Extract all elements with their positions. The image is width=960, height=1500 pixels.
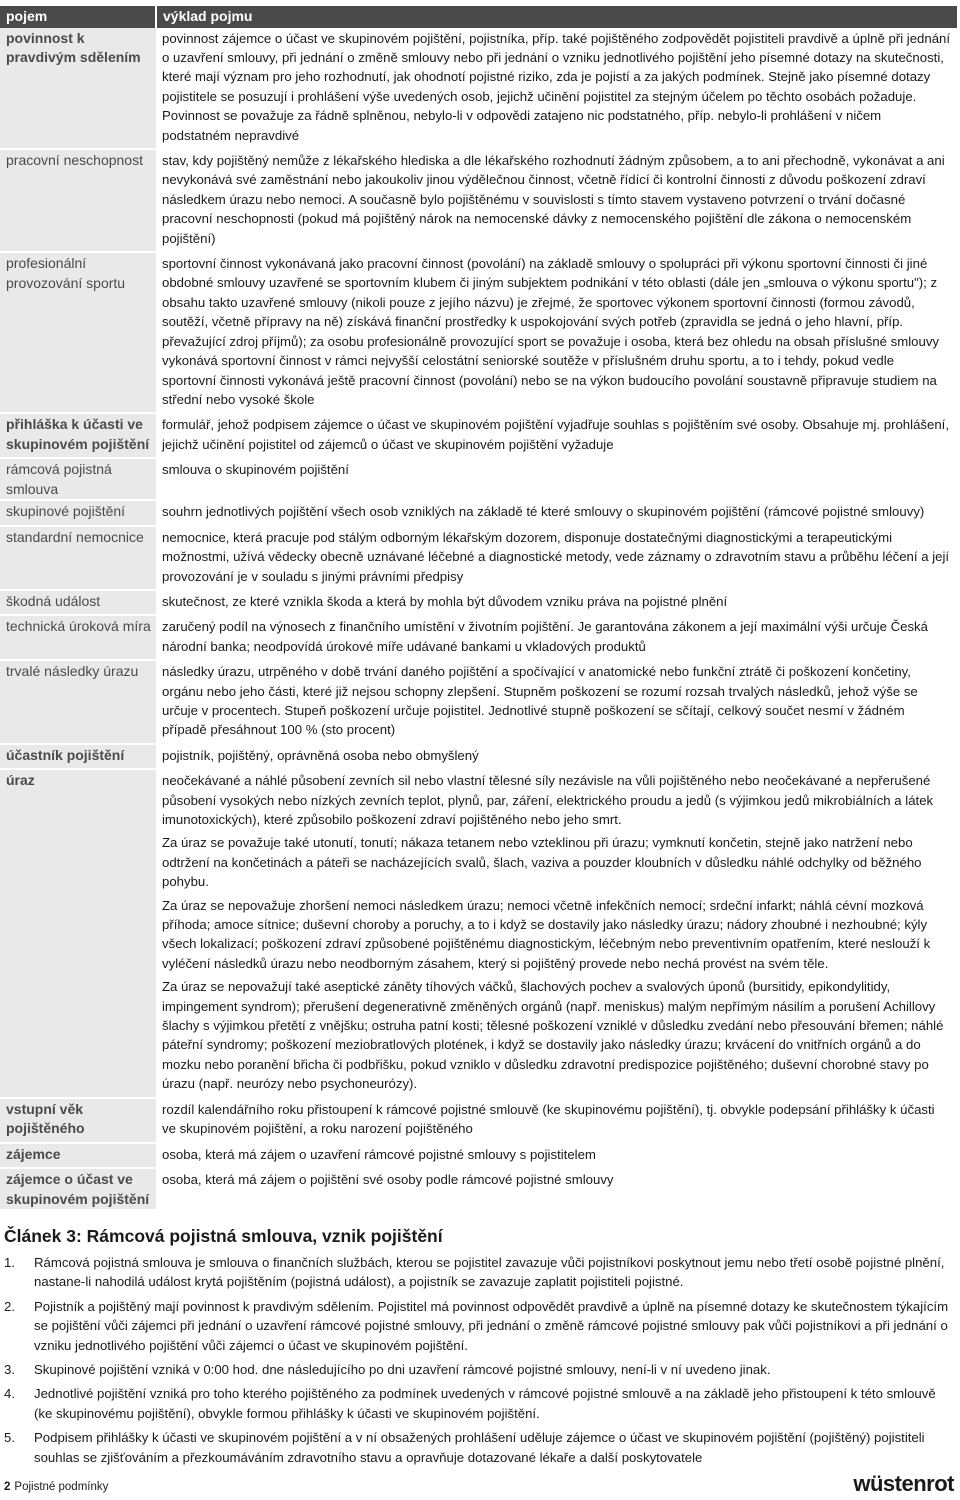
- definition-paragraph: rozdíl kalendářního roku přistoupení k rámcové pojistné smlouvě (ke skupinovému pojištění), tj. obvykle podepsání přihlášky k účasti ve skupinovém pojištění, a roku narození pojištěného: [162, 1101, 935, 1137]
- glossary-term: rámcová pojistná smlouva: [0, 458, 156, 500]
- glossary-row: [0, 458, 957, 500]
- glossary-row: [0, 149, 957, 252]
- definition-paragraph: osoba, která má zájem o uzavření rámcové pojistné smlouvy s pojistitelem: [162, 1146, 596, 1162]
- glossary-term: přihláška k účasti ve skupinovém pojištění: [0, 413, 156, 458]
- definition-paragraph: skutečnost, ze které vznikla škoda a která by mohla být důvodem vzniku práva na pojistné plnění: [162, 593, 728, 609]
- definition-paragraph: povinnost zájemce o účast ve skupinovém pojištění, pojistníka, příp. také pojištěného zodpovědět pojistiteli pravdivě a úplně při jednání o uzavření smlouvy, při jednání o změně smlouvy nebo při jednání o vzniku jednotlivého pojištění jeho písemné dotazy na skutečnosti, které mají význam pro jeho rozhodnutí, jak ohodnotí pojistné riziko, zda je pojistí a za jakých podmínek. Stejně jako písemné dotazy pojistitele se posuzují i prohlášení výše uvedených osob, jejichž učinění pojistitel za stejným účelem po těchto osobách požaduje. Povinnost se považuje za řádně splněnou, nebylo-li v odpovědi zatajeno nic podstatného, příp. nebylo-li prohlášení v ničem podstatném nepravdivé: [162, 30, 951, 143]
- glossary-term: povinnost k pravdivým sdělením: [0, 28, 156, 149]
- glossary-row: [0, 590, 957, 615]
- glossary-body: [0, 28, 957, 1210]
- article-item-number: 5.: [4, 1430, 15, 1446]
- definition-paragraph: sportovní činnost vykonávaná jako pracovní činnost (povolání) na základě smlouvy o spolupráci při výkonu sportovní činnosti či jiné obdobné smlouvy uzavřené se sportovním klubem či jiným subjektem podnikání v této oblasti (dále jen „smlouva o výkonu sportu"); z obsahu takto uzavřené smlouvy (nikoli pouze z jejího názvu) je zřejmé, že sportovec výkonem sportovní činnosti (formou závodů, soutěží, včetně přípravy na ně) získává finanční prostředky k uspokojování svých potřeb (zpravidla se jedná o jeho hlavní, příp. převažující zdroj příjmů); za osobu profesionálně provozující sport se považuje i osoba, která bez ohledu na obsah příslušné smlouvy vykonává sportovní činnost v rámci nejvyšší celostátní seniorské soutěže v příslušném druhu sportu, a to i tehdy, pokud vedle sportovní činnosti vykonává ještě pracovní činnost (povolání) nebo se na výkon budoucího povolání soustavně připravuje studiem na střední nebo vysoké škole: [162, 256, 940, 407]
- page-number: 2: [4, 1481, 11, 1493]
- glossary-row: [0, 615, 957, 660]
- glossary-definition: [156, 590, 957, 615]
- definition-paragraph: neočekávané a náhlé působení zevních sil nebo vlastní tělesné síly nezávisle na vůli pojištěného nebo neočekávané a nepřerušené působení vysokých nebo nízkých zevních teplot, plynů, par, záření, elektrického proudu a jedů (s výjimkou jedů mikrobiálních a látek imunotoxických), které způsobilo poškození zdraví pojištěného nebo jeho smrt.: [162, 773, 934, 827]
- article-item: [4, 1360, 954, 1379]
- article-item-number: 1.: [4, 1255, 15, 1270]
- glossary-term: trvalé následky úrazu: [0, 660, 156, 744]
- article-item: [4, 1428, 954, 1467]
- article-item: [4, 1384, 954, 1423]
- definition-paragraph: zaručený podíl na výnosech z finančního umístění v životním pojištění. Je garantována zákonem a její maximální výši určuje Česká národní banka; neodpovídá úrokové míře udávané bankami u vkladových produktů: [162, 619, 928, 654]
- glossary-row: [0, 1168, 957, 1209]
- glossary-header-row: [0, 6, 957, 28]
- glossary-row: [0, 769, 957, 1098]
- definition-paragraph: smlouva o skupinovém pojištění: [162, 462, 349, 478]
- definition-paragraph: nemocnice, která pracuje pod stálým odborným lékařským dozorem, disponuje dostatečnými diagnostickými a terapeutickými možnostmi, užívá vědecky obecně uznávané léčebné a diagnostické metody, vede záznamy o zdravotním stavu a průběhu léčení a její provozování je v souladu s jinými právními předpisy: [162, 529, 950, 584]
- footer: [4, 1481, 108, 1493]
- glossary-table: [0, 6, 957, 1209]
- definition-paragraph: osoba, která má zájem o pojištění své osoby podle rámcové pojistné smlouvy: [162, 1171, 614, 1187]
- header-definition: výklad pojmu: [156, 6, 957, 28]
- glossary-row: [0, 28, 957, 149]
- glossary-term: skupinové pojištění: [0, 500, 156, 525]
- glossary-definition: [156, 660, 957, 744]
- glossary-definition: [156, 1168, 957, 1209]
- article-3: [4, 1226, 954, 1472]
- glossary-row: [0, 526, 957, 590]
- glossary-term: pracovní neschopnost: [0, 149, 156, 252]
- glossary-term: škodná událost: [0, 590, 156, 615]
- glossary-term: zájemce: [0, 1143, 156, 1168]
- wustenrot-logo: wüstenrot: [853, 1471, 954, 1496]
- document-name: Pojistné podmínky: [14, 1481, 109, 1493]
- article-item-number: 2.: [4, 1298, 15, 1314]
- glossary-term: profesionální provozování sportu: [0, 252, 156, 413]
- glossary-row: [0, 744, 957, 769]
- glossary-row: [0, 500, 957, 525]
- glossary-row: [0, 252, 957, 413]
- article-item-text: Podpisem přihlášky k účasti ve skupinovém pojištění a v ní obsažených prohlášení uděluje zájemce o účast ve skupinovém pojištění (pojištěný) pojistiteli souhlas se zjišťováním a přezkoumáváním zdravotního stavu a opravňuje dotazované lékaře a další poskytovatele: [34, 1430, 925, 1465]
- glossary-definition: [156, 526, 957, 590]
- definition-paragraph: následky úrazu, utrpěného v době trvání daného pojištění a spočívající v anatomické nebo funkční ztrátě či poškození končetiny, orgánu nebo jeho části, které již nejsou schopny zlepšení. Stupněm poškození se rozumí rozsah trvalých následků, jehož výše se určuje v procentech. Stupeň poškození určuje pojistitel. Jednotlivé stupně poškození se sčítají, celkový součet nesmí v žádném případě přesáhnout 100 % (sto procent): [162, 664, 918, 738]
- glossary-definition: [156, 769, 957, 1098]
- article-item: [4, 1297, 954, 1355]
- article-item: [4, 1253, 954, 1292]
- glossary-definition: [156, 1143, 957, 1168]
- article-item-text: Rámcová pojistná smlouva je smlouva o finančních službách, kterou se pojistitel zavazuje vůči pojistníkovi poskytnout jemu nebo třetí osobě pojistné plnění, nastane-li nahodilá událost krytá pojištěním (pojistná událost), a pojistník se zavazuje zaplatit pojistiteli pojistné.: [34, 1255, 945, 1290]
- glossary-term: zájemce o účast ve skupinovém pojištění: [0, 1168, 156, 1209]
- article-title: Článek 3: Rámcová pojistná smlouva, vznik pojištění: [4, 1226, 443, 1246]
- glossary-row: [0, 1143, 957, 1168]
- glossary-term: účastník pojištění: [0, 744, 156, 769]
- glossary-row: [0, 660, 957, 744]
- definition-paragraph: formulář, jehož podpisem zájemce o účast ve skupinovém pojištění vyjadřuje souhlas s pojištěním své osoby. Obsahuje mj. prohlášení, jejichž učinění pojistitel od zájemců o účast ve skupinovém pojištění vyžaduje: [162, 417, 949, 452]
- glossary-definition: [156, 28, 957, 149]
- glossary-term: úraz: [0, 769, 156, 1098]
- glossary-definition: [156, 500, 957, 525]
- definition-paragraph: pojistník, pojištěný, oprávněná osoba nebo obmyšlený: [162, 747, 479, 763]
- article-item-text: Jednotlivé pojištění vzniká pro toho kterého pojištěného za podmínek uvedených v rámcové pojistné smlouvě a na základě jeho přistoupení k této smlouvě (ke skupinovému pojištění), obvykle formou přihlášky k účasti ve skupinovém pojištění.: [34, 1386, 936, 1421]
- glossary-term: technická úroková míra: [0, 615, 156, 660]
- glossary-row: [0, 1098, 957, 1143]
- definition-paragraph: souhrn jednotlivých pojištění všech osob vzniklých na základě té které smlouvy o skupinovém pojištění (rámcové pojistné smlouvy): [162, 504, 925, 520]
- article-item-number: 4.: [4, 1386, 15, 1402]
- glossary-definition: [156, 413, 957, 458]
- glossary-definition: [156, 1098, 957, 1143]
- glossary-row: [0, 413, 957, 458]
- glossary-definition: [156, 252, 957, 413]
- glossary-definition: [156, 615, 957, 660]
- glossary-term: standardní nemocnice: [0, 526, 156, 590]
- article-item-text: Pojistník a pojištěný mají povinnost k pravdivým sdělením. Pojistitel má povinnost odpovědět pravdivě a úplně na písemné dotazy ke skutečnostem týkajícím se pojištění vůči zájemci při jednání o uzavření rámcové pojistné smlouvy, při jednání o změně rámcové pojistné smlouvy pak vůči pojistníkovi a při jednání o vzniku jednotlivého pojištění vůči zájemci o účast ve skupinovém pojištění.: [34, 1298, 949, 1353]
- glossary-term: vstupní věk pojištěného: [0, 1098, 156, 1143]
- article-list: [4, 1253, 954, 1467]
- article-item-text: Skupinové pojištění vzniká v 0:00 hod. dne následujícího po dni uzavření rámcové pojistné smlouvy, není-li v ní uvedeno jinak.: [34, 1362, 771, 1378]
- glossary-definition: [156, 149, 957, 252]
- definition-paragraph: Za úraz se považuje také utonutí, tonutí; nákaza tetanem nebo vzteklinou při úrazu; vymknutí končetin, stejně jako natržení nebo odtržení na končetinách a páteři se nacházejících svalů, šlach, vaziva a pouzder kloubních v důsledku náhlé odchylky od běžného pohybu.: [162, 835, 922, 890]
- definition-paragraph: Za úraz se nepovažuje zhoršení nemoci následkem úrazu; nemoci včetně infekčních nemocí; srdeční infarkt; náhlá cévní mozková příhoda; amoce sítnice; duševní choroby a poruchy, a to i když se dostavily jako následky úrazu; nádory zhoubné i nezhoubné; kýly všech lokalizací; poškození zdraví způsobené pojištěnému diagnostickým, léčebným nebo preventivním opatřením, které neslouží k vyléčení následků úrazu nebo neodborným zásahem, který si pojištěný provede nebo nechá provést na svém těle.: [162, 897, 931, 971]
- definition-paragraph: Za úraz se nepovažují také aseptické záněty tíhových váčků, šlachových pochev a svalových úponů (bursitidy, epikondylitidy, impingement syndrom); přerušení degenerativně změněných orgánů (např. meniskus) malým nepřímým násilím a porušení Achillovy šlachy s výjimkou přetětí z vnějšku; ostruha patní kosti; tělesné poškození vzniklé v důsledku zvedání nebo přesouvání břemen; náhlé páteřní syndromy; poškození meziobratlových plotének, i když se dostavily jako následky úrazu; krvácení do vnitřních orgánů a do mozku nebo poranění břicha či podbřišku, pokud vzniklo v důsledku zdravotní predispozice pojištěného; duševní chorobné stavy po úrazu (např. neurózy nebo psychoneurózy).: [162, 979, 944, 1092]
- article-item-number: 3.: [4, 1362, 15, 1378]
- definition-paragraph: stav, kdy pojištěný nemůže z lékařského hlediska a dle lékařského rozhodnutí žádným způsobem, a to ani přechodně, vykonávat a ani nevykonává své zaměstnání nebo jakoukoliv jinou výdělečnou činnost, včetně řídící či kontrolní činnosti z důvodu poškození zdraví následkem úrazu nebo nemoci. A současně bylo pojištěnému v souvislosti s tímto stavem vystaveno potvrzení o trvání dočasné pracovní neschopnosti (pokud má pojištěný nárok na nemocenské dávky z nemocenského pojištění dle zákona o nemocenském pojištění): [162, 153, 945, 246]
- glossary-definition: [156, 744, 957, 769]
- header-term: pojem: [0, 6, 156, 28]
- glossary-definition: [156, 458, 957, 500]
